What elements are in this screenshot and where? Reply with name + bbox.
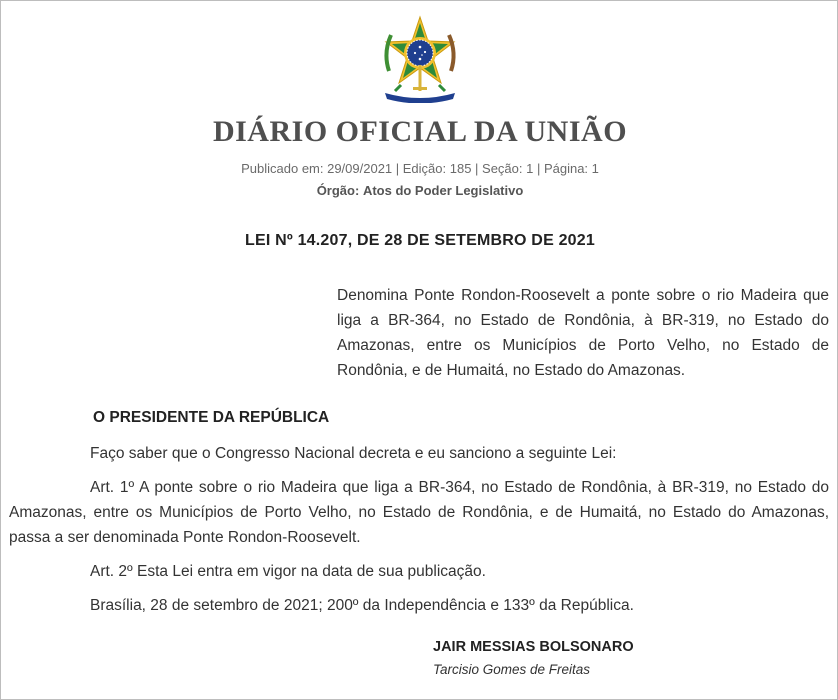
brazil-coat-of-arms-icon [375,13,465,103]
enacting-clause: Faço saber que o Congresso Nacional decreta e eu sanciono a seguinte Lei: [90,445,617,462]
article-2: Art. 2º Esta Lei entra em vigor na data de sua publicação. [90,563,486,580]
article-1: Art. 1º A ponte sobre o rio Madeira que liga a BR-364, no Estado de Rondônia, à BR-319, no Estado do Amazonas, entre os Municípios de Porto Velho, no Estado de Rondônia, e de Humaitá, no Estado do Amazonas, passa a ser denominada Ponte Rondon-Roosevelt. [9,479,829,546]
act-title: LEI Nº 14.207, DE 28 DE SETEMBRO DE 2021 [245,232,595,249]
act-ementa: Denomina Ponte Rondon-Roosevelt a ponte sobre o rio Madeira que liga a BR-364, no Estado de Rondônia, à BR-319, no Estado do Amazonas, entre os Municípios de Porto Velho, no Estado de Rondônia, e de Humaitá, no Estado do Amazonas. [337,287,829,379]
orgao-label: Órgão: [316,183,360,198]
journal-title: DIÁRIO OFICIAL DA UNIÃO [212,115,628,148]
signer-name: JAIR MESSIAS BOLSONARO [433,639,634,655]
preamble-heading: O PRESIDENTE DA REPÚBLICA [93,409,330,426]
cosigner-name: Tarcisio Gomes de Freitas [433,662,591,677]
publication-meta: Publicado em: 29/09/2021 | Edição: 185 | Seção: 1 | Página: 1 [241,161,599,176]
orgao-value: Atos do Poder Legislativo [362,183,524,198]
orgao-line [1,183,838,198]
date-place-line: Brasília, 28 de setembro de 2021; 200º da Independência e 133º da República. [90,597,634,614]
